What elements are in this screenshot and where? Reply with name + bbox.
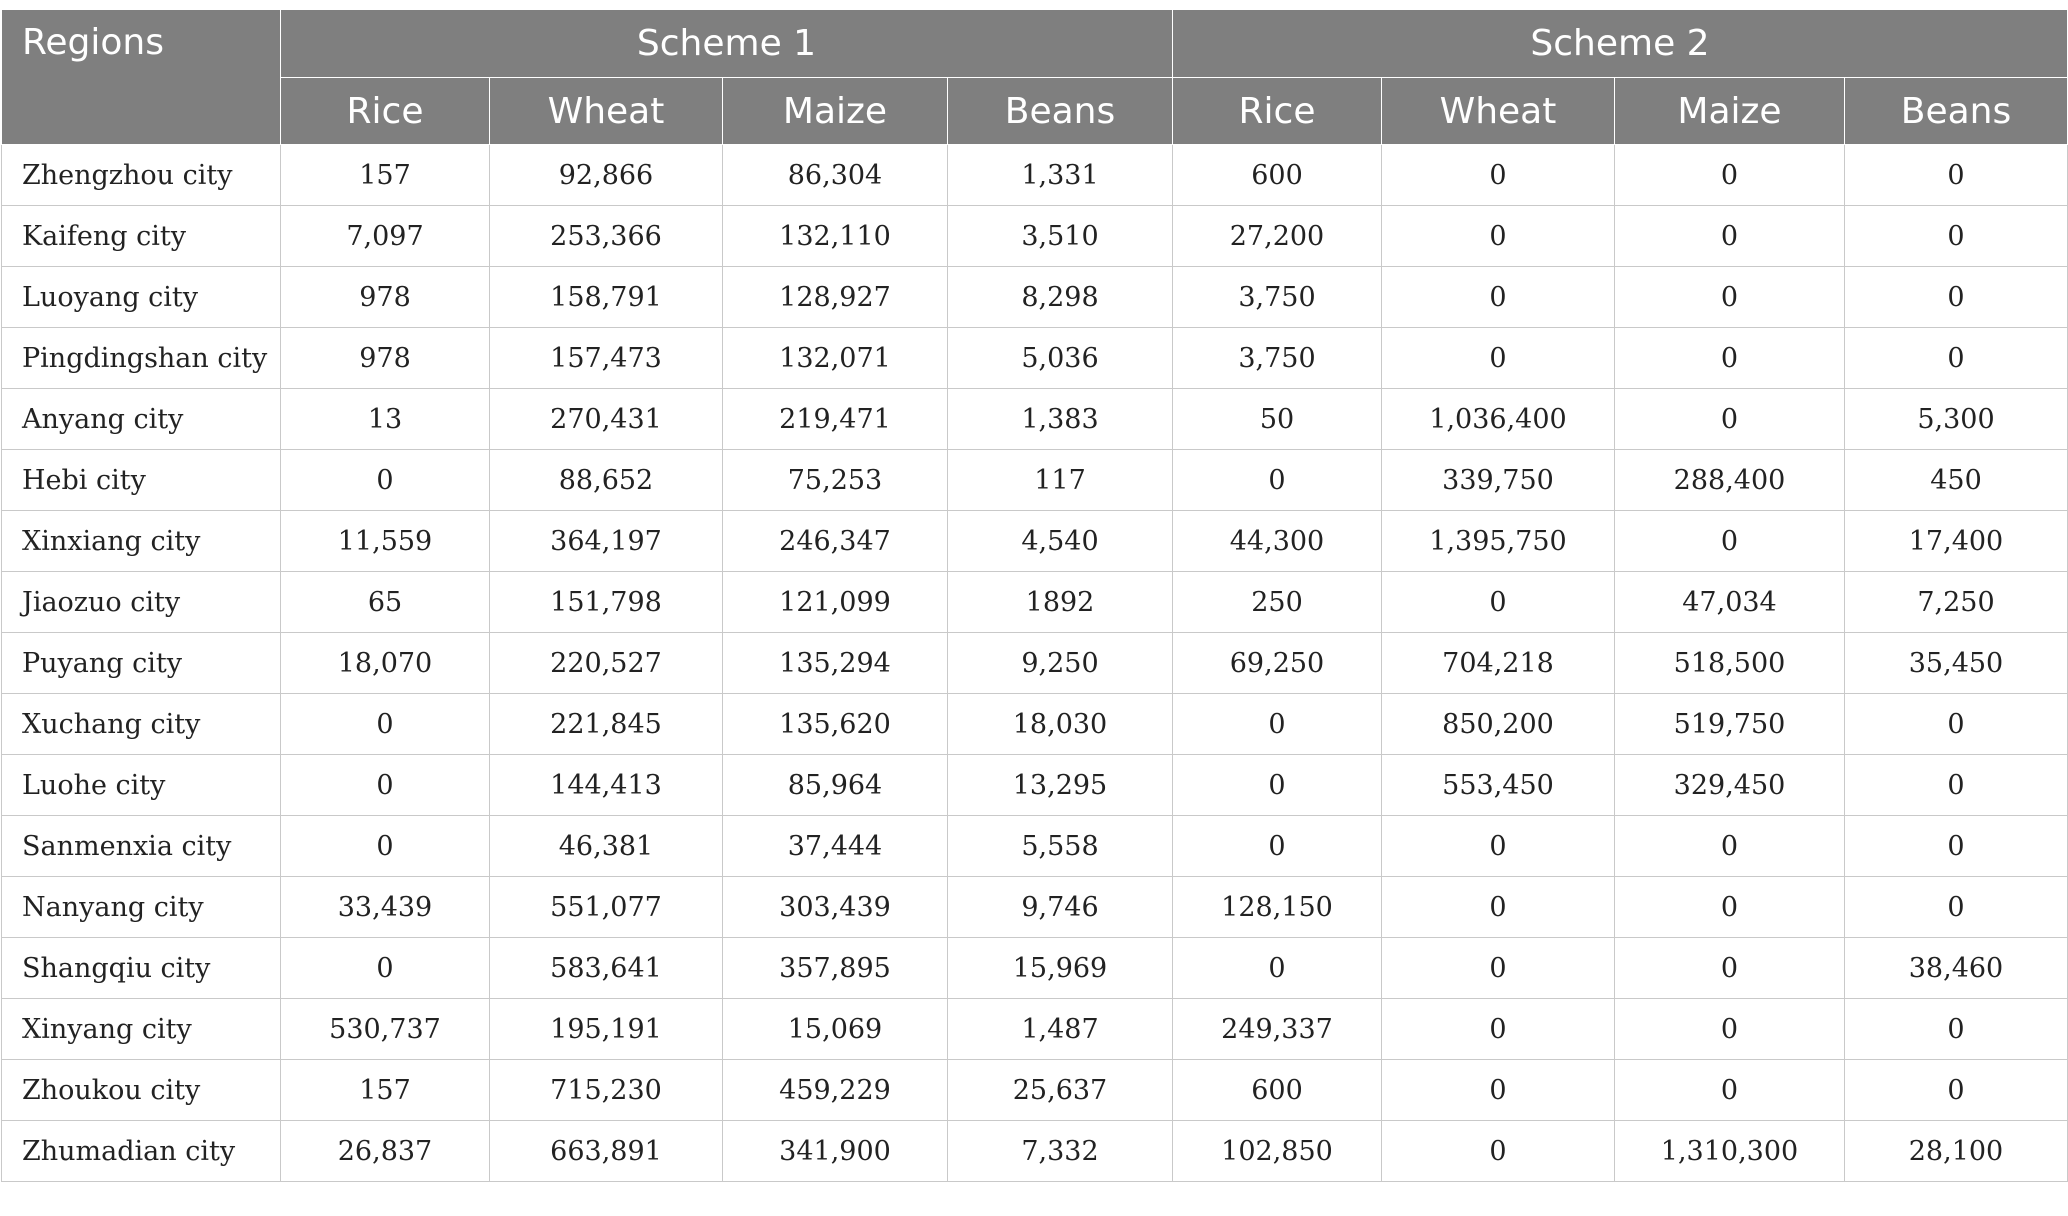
value-cell: 0: [1845, 145, 2068, 206]
region-name-cell: Anyang city: [2, 389, 281, 450]
value-cell: 0: [1382, 999, 1615, 1060]
value-cell: 303,439: [723, 877, 948, 938]
value-cell: 0: [1615, 206, 1845, 267]
value-cell: 85,964: [723, 755, 948, 816]
value-cell: 357,895: [723, 938, 948, 999]
value-cell: 0: [1173, 694, 1382, 755]
value-cell: 519,750: [1615, 694, 1845, 755]
value-cell: 0: [1382, 328, 1615, 389]
value-cell: 128,150: [1173, 877, 1382, 938]
value-cell: 0: [1615, 145, 1845, 206]
value-cell: 102,850: [1173, 1121, 1382, 1182]
value-cell: 128,927: [723, 267, 948, 328]
value-cell: 195,191: [490, 999, 723, 1060]
value-cell: 157: [281, 1060, 490, 1121]
value-cell: 715,230: [490, 1060, 723, 1121]
value-cell: 9,250: [948, 633, 1173, 694]
region-name-cell: Xuchang city: [2, 694, 281, 755]
value-cell: 0: [281, 694, 490, 755]
value-cell: 0: [1845, 267, 2068, 328]
region-name-cell: Zhoukou city: [2, 1060, 281, 1121]
value-cell: 250: [1173, 572, 1382, 633]
value-cell: 33,439: [281, 877, 490, 938]
value-cell: 0: [1615, 511, 1845, 572]
value-cell: 0: [1382, 877, 1615, 938]
region-name-cell: Hebi city: [2, 450, 281, 511]
value-cell: 978: [281, 328, 490, 389]
value-cell: 1,310,300: [1615, 1121, 1845, 1182]
value-cell: 220,527: [490, 633, 723, 694]
table-row: [2, 328, 2068, 389]
region-name-cell: Puyang city: [2, 633, 281, 694]
value-cell: 15,969: [948, 938, 1173, 999]
value-cell: 704,218: [1382, 633, 1615, 694]
region-name-cell: Zhumadian city: [2, 1121, 281, 1182]
value-cell: 50: [1173, 389, 1382, 450]
value-cell: 88,652: [490, 450, 723, 511]
value-cell: 86,304: [723, 145, 948, 206]
value-cell: 8,298: [948, 267, 1173, 328]
value-cell: 157,473: [490, 328, 723, 389]
region-name-cell: Nanyang city: [2, 877, 281, 938]
value-cell: 4,540: [948, 511, 1173, 572]
value-cell: 553,450: [1382, 755, 1615, 816]
table-row: [2, 206, 2068, 267]
region-name-cell: Luohe city: [2, 755, 281, 816]
table-row: [2, 572, 2068, 633]
value-cell: 157: [281, 145, 490, 206]
region-name-cell: Xinxiang city: [2, 511, 281, 572]
crop-header-beans: Beans: [948, 78, 1173, 145]
value-cell: 18,030: [948, 694, 1173, 755]
value-cell: 0: [1382, 1121, 1615, 1182]
value-cell: 0: [1615, 816, 1845, 877]
value-cell: 38,460: [1845, 938, 2068, 999]
region-name-cell: Zhengzhou city: [2, 145, 281, 206]
value-cell: 0: [1382, 267, 1615, 328]
value-cell: 7,250: [1845, 572, 2068, 633]
value-cell: 1,395,750: [1382, 511, 1615, 572]
value-cell: 249,337: [1173, 999, 1382, 1060]
scheme-1-header: Scheme 1: [281, 10, 1173, 78]
table-row: [2, 938, 2068, 999]
value-cell: 0: [1382, 1060, 1615, 1121]
value-cell: 270,431: [490, 389, 723, 450]
value-cell: 5,558: [948, 816, 1173, 877]
value-cell: 0: [1845, 206, 2068, 267]
value-cell: 0: [1845, 328, 2068, 389]
crop-header-maize: Maize: [1615, 78, 1845, 145]
value-cell: 339,750: [1382, 450, 1615, 511]
value-cell: 0: [1845, 1060, 2068, 1121]
value-cell: 11,559: [281, 511, 490, 572]
value-cell: 0: [1615, 389, 1845, 450]
value-cell: 0: [1615, 938, 1845, 999]
value-cell: 219,471: [723, 389, 948, 450]
value-cell: 518,500: [1615, 633, 1845, 694]
value-cell: 1,331: [948, 145, 1173, 206]
value-cell: 0: [1615, 328, 1845, 389]
value-cell: 1,036,400: [1382, 389, 1615, 450]
value-cell: 253,366: [490, 206, 723, 267]
region-name-cell: Kaifeng city: [2, 206, 281, 267]
region-name-cell: Sanmenxia city: [2, 816, 281, 877]
value-cell: 28,100: [1845, 1121, 2068, 1182]
value-cell: 329,450: [1615, 755, 1845, 816]
value-cell: 121,099: [723, 572, 948, 633]
value-cell: 978: [281, 267, 490, 328]
value-cell: 1,383: [948, 389, 1173, 450]
table-row: [2, 145, 2068, 206]
value-cell: 551,077: [490, 877, 723, 938]
value-cell: 0: [1173, 450, 1382, 511]
value-cell: 69,250: [1173, 633, 1382, 694]
value-cell: 65: [281, 572, 490, 633]
value-cell: 0: [1615, 1060, 1845, 1121]
table-row: [2, 694, 2068, 755]
scheme-2-header: Scheme 2: [1173, 10, 2068, 78]
value-cell: 0: [1382, 938, 1615, 999]
value-cell: 5,300: [1845, 389, 2068, 450]
value-cell: 117: [948, 450, 1173, 511]
crop-header-beans: Beans: [1845, 78, 2068, 145]
regions-column-header: Regions: [2, 10, 281, 145]
table-row: [2, 511, 2068, 572]
value-cell: 26,837: [281, 1121, 490, 1182]
crop-header-rice: Rice: [281, 78, 490, 145]
region-name-cell: Shangqiu city: [2, 938, 281, 999]
value-cell: 246,347: [723, 511, 948, 572]
value-cell: 0: [1845, 694, 2068, 755]
value-cell: 0: [281, 816, 490, 877]
crop-header-wheat: Wheat: [1382, 78, 1615, 145]
value-cell: 75,253: [723, 450, 948, 511]
value-cell: 37,444: [723, 816, 948, 877]
value-cell: 850,200: [1382, 694, 1615, 755]
value-cell: 600: [1173, 145, 1382, 206]
table-row: [2, 1121, 2068, 1182]
region-name-cell: Jiaozuo city: [2, 572, 281, 633]
value-cell: 132,110: [723, 206, 948, 267]
value-cell: 600: [1173, 1060, 1382, 1121]
value-cell: 1,487: [948, 999, 1173, 1060]
value-cell: 459,229: [723, 1060, 948, 1121]
value-cell: 0: [1615, 999, 1845, 1060]
value-cell: 35,450: [1845, 633, 2068, 694]
region-name-cell: Pingdingshan city: [2, 328, 281, 389]
table-row: [2, 1060, 2068, 1121]
table-header: [2, 10, 2068, 145]
region-name-cell: Xinyang city: [2, 999, 281, 1060]
value-cell: 13,295: [948, 755, 1173, 816]
value-cell: 0: [1382, 145, 1615, 206]
data-table: [1, 9, 2068, 1182]
table-row: [2, 633, 2068, 694]
value-cell: 44,300: [1173, 511, 1382, 572]
value-cell: 135,294: [723, 633, 948, 694]
value-cell: 0: [1615, 877, 1845, 938]
value-cell: 0: [1173, 816, 1382, 877]
value-cell: 364,197: [490, 511, 723, 572]
value-cell: 151,798: [490, 572, 723, 633]
table-row: [2, 999, 2068, 1060]
value-cell: 27,200: [1173, 206, 1382, 267]
value-cell: 144,413: [490, 755, 723, 816]
value-cell: 7,097: [281, 206, 490, 267]
value-cell: 92,866: [490, 145, 723, 206]
value-cell: 341,900: [723, 1121, 948, 1182]
value-cell: 450: [1845, 450, 2068, 511]
value-cell: 5,036: [948, 328, 1173, 389]
value-cell: 583,641: [490, 938, 723, 999]
value-cell: 158,791: [490, 267, 723, 328]
header-row-groups: [2, 10, 2068, 78]
value-cell: 0: [1382, 816, 1615, 877]
value-cell: 132,071: [723, 328, 948, 389]
value-cell: 288,400: [1615, 450, 1845, 511]
value-cell: 0: [1173, 938, 1382, 999]
value-cell: 25,637: [948, 1060, 1173, 1121]
table-body: [2, 145, 2068, 1182]
value-cell: 0: [1382, 206, 1615, 267]
value-cell: 15,069: [723, 999, 948, 1060]
region-name-cell: Luoyang city: [2, 267, 281, 328]
value-cell: 17,400: [1845, 511, 2068, 572]
value-cell: 18,070: [281, 633, 490, 694]
value-cell: 0: [281, 450, 490, 511]
crop-header-rice: Rice: [1173, 78, 1382, 145]
value-cell: 46,381: [490, 816, 723, 877]
value-cell: 221,845: [490, 694, 723, 755]
value-cell: 0: [1845, 999, 2068, 1060]
value-cell: 530,737: [281, 999, 490, 1060]
value-cell: 0: [1845, 877, 2068, 938]
crop-header-wheat: Wheat: [490, 78, 723, 145]
value-cell: 1892: [948, 572, 1173, 633]
table-row: [2, 450, 2068, 511]
crop-header-maize: Maize: [723, 78, 948, 145]
header-row-crops: [2, 78, 2068, 145]
value-cell: 7,332: [948, 1121, 1173, 1182]
value-cell: 0: [1845, 755, 2068, 816]
value-cell: 3,510: [948, 206, 1173, 267]
value-cell: 9,746: [948, 877, 1173, 938]
value-cell: 13: [281, 389, 490, 450]
table-row: [2, 816, 2068, 877]
table-row: [2, 389, 2068, 450]
value-cell: 0: [1845, 816, 2068, 877]
table-row: [2, 877, 2068, 938]
value-cell: 663,891: [490, 1121, 723, 1182]
value-cell: 135,620: [723, 694, 948, 755]
value-cell: 0: [281, 755, 490, 816]
value-cell: 47,034: [1615, 572, 1845, 633]
value-cell: 0: [1382, 572, 1615, 633]
value-cell: 0: [1615, 267, 1845, 328]
value-cell: 3,750: [1173, 267, 1382, 328]
value-cell: 0: [281, 938, 490, 999]
value-cell: 0: [1173, 755, 1382, 816]
table-row: [2, 267, 2068, 328]
table-row: [2, 755, 2068, 816]
value-cell: 3,750: [1173, 328, 1382, 389]
